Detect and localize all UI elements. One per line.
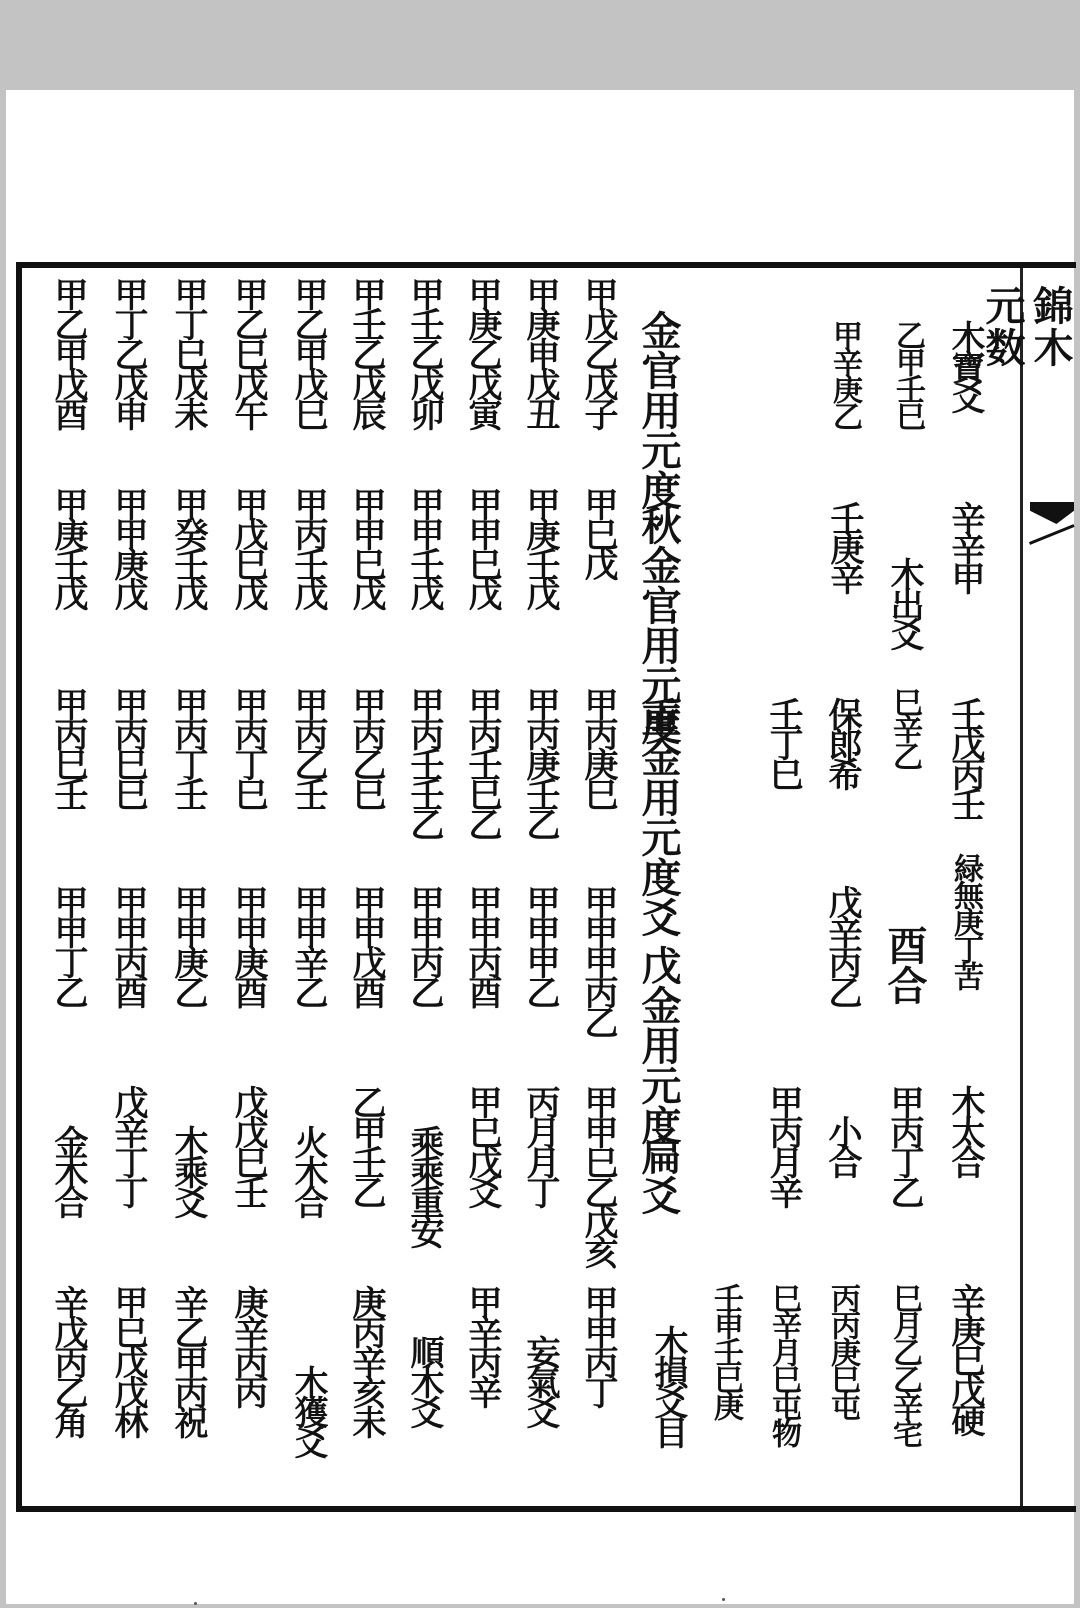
- text-column-g6: 辛庚巳戊硬: [945, 1283, 985, 1433]
- text-column-r5: 木乘爻: [168, 1125, 208, 1215]
- text-column-r5: 扁爻: [635, 1135, 682, 1215]
- text-column-r6: 庚丙辛亥未: [346, 1285, 386, 1435]
- text-column-r2: 甲庚壬戊: [48, 487, 88, 607]
- text-column-r2: 甲巳戊: [578, 487, 618, 577]
- text-column-r2: 甲庚壬戊: [520, 487, 560, 607]
- text-column-g6: 巳辛月巳屯物: [766, 1283, 801, 1445]
- text-column-g5: 甲丙丁乙: [884, 1085, 924, 1205]
- text-column-r1: 甲乙巳戊午: [228, 277, 268, 427]
- text-column-g1: 甲辛庚乙: [827, 320, 862, 428]
- text-column-r1: 甲丁巳戊未: [168, 277, 208, 427]
- text-column-r3: 甲丙丁巳: [228, 687, 268, 807]
- text-column-g3: 壬丁巳: [763, 697, 803, 787]
- text-column-r4: 甲甲丁乙: [48, 885, 88, 1005]
- text-column-r4: 甲甲甲丙乙: [578, 885, 618, 1035]
- text-column-r1: 甲庚乙戊寅: [462, 277, 502, 427]
- text-column-g5: 小合: [822, 1115, 862, 1175]
- text-column-r2: 甲甲壬戊: [404, 487, 444, 607]
- text-column-r5: 金木合: [48, 1125, 88, 1215]
- text-column-r1: 甲乙甲戊巳: [288, 277, 328, 427]
- text-column-g2: 木出爻: [884, 557, 924, 647]
- text-column-r1: 甲壬乙戊辰: [346, 277, 386, 427]
- text-column-r6: 甲甲丙丁: [578, 1285, 618, 1405]
- text-column-g4: 戊辛丙乙: [822, 885, 862, 1005]
- text-column-r3: 甲丙乙巳: [346, 687, 386, 807]
- text-column-r6: 妄氣爻: [520, 1335, 560, 1425]
- text-column-g5: 木太合: [945, 1085, 985, 1175]
- text-column-g6: 壬申壬巳庚: [708, 1283, 743, 1418]
- ink-speck: [194, 1602, 197, 1605]
- text-column-r6: 木損爻目: [648, 1325, 688, 1445]
- text-column-r2: 甲甲庚戊: [108, 487, 148, 607]
- text-column-r3: 甲丙丁壬: [168, 687, 208, 807]
- text-column-r1: 金官用元度: [635, 310, 682, 510]
- text-column-r5: 乙甲壬乙: [346, 1085, 386, 1205]
- text-column-r2: 秋金官用元度: [635, 505, 682, 745]
- text-column-r4: 甲甲戊酉: [346, 885, 386, 1005]
- text-column-g2: 辛辛甲: [945, 501, 985, 591]
- text-column-r5: 火木合: [288, 1125, 328, 1215]
- text-column-r4: 甲甲辛乙: [288, 885, 328, 1005]
- text-column-g4: 酉合: [881, 925, 928, 1005]
- text-column-r5: 乘乘重安: [404, 1125, 444, 1245]
- text-column-r3: 甲丙壬巳乙: [462, 687, 502, 837]
- text-column-g6: 丙丙庚巳屯: [825, 1283, 860, 1418]
- text-column-r2: 甲甲巳戊: [462, 487, 502, 607]
- margin-title: 錦木元数: [979, 285, 1074, 369]
- text-column-r3: 甲丙壬壬乙: [404, 687, 444, 837]
- text-column-r1: 甲壬乙戊卯: [404, 277, 444, 427]
- text-column-r4: 甲甲庚酉: [228, 885, 268, 1005]
- text-column-r6: 辛乙甲丙祝: [168, 1285, 208, 1435]
- text-column-r6: 庚辛丙丙: [228, 1285, 268, 1405]
- text-column-r5: 甲甲巳乙戊亥: [578, 1085, 618, 1265]
- text-column-g2: 壬庚辛: [824, 501, 864, 591]
- text-column-r2: 甲丙壬戊: [288, 487, 328, 607]
- text-column-r5: 丙月月丁: [520, 1085, 560, 1205]
- text-column-g1: 乙甲壬巳: [890, 320, 925, 428]
- text-column-g3: 保郎希: [822, 697, 862, 787]
- text-column-r4: 戊金用元度: [635, 945, 682, 1145]
- text-column-r3: 甲丙庚巳: [578, 687, 618, 807]
- text-column-r4: 甲甲丙酉: [462, 885, 502, 1005]
- text-column-r3: 重金用元度爻: [635, 697, 682, 937]
- text-column-r6: 順木爻: [404, 1335, 444, 1425]
- text-column-r4: 甲甲丙酉: [108, 885, 148, 1005]
- text-column-g5: 甲丙月辛: [763, 1085, 803, 1205]
- margin-rule: [1020, 268, 1023, 1506]
- text-column-r4: 甲甲庚乙: [168, 885, 208, 1005]
- text-column-r6: 甲巳戊戊林: [108, 1285, 148, 1435]
- ink-speck: [722, 1598, 725, 1601]
- text-column-r5: 甲巳戊爻: [462, 1085, 502, 1205]
- text-column-r3: 甲丙庚壬乙: [520, 687, 560, 837]
- text-column-r2: 甲甲巳戊: [346, 487, 386, 607]
- text-column-r3: 甲丙巳壬: [48, 687, 88, 807]
- text-column-g4: 緑無庚丁苦: [948, 853, 983, 988]
- text-column-r1: 甲乙甲戊酉: [48, 277, 88, 427]
- text-column-g3: 壬戊丙壬: [945, 697, 985, 817]
- text-column-g1: 木寶爻: [945, 320, 985, 410]
- text-column-r1: 甲丁乙戊申: [108, 277, 148, 427]
- book-page: [6, 90, 1074, 1604]
- text-column-r4: 甲甲丙乙: [404, 885, 444, 1005]
- text-column-r4: 甲甲甲乙: [520, 885, 560, 1005]
- text-column-r3: 甲丙乙壬: [288, 687, 328, 807]
- text-column-r1: 甲庚申戊丑: [520, 277, 560, 427]
- text-column-r6: 木獲爻: [288, 1365, 328, 1455]
- text-column-r6: 辛戊丙乙角: [48, 1285, 88, 1435]
- text-column-r5: 戊戊巳壬: [228, 1085, 268, 1205]
- text-column-r3: 甲丙巳巳: [108, 687, 148, 807]
- text-column-r2: 甲癸壬戊: [168, 487, 208, 607]
- text-column-r1: 甲戊乙戊子: [578, 277, 618, 427]
- text-column-g6: 巳月乙乙辛宅: [887, 1283, 922, 1445]
- text-column-r6: 甲辛丙辛: [462, 1285, 502, 1405]
- text-column-g3: 巳辛乙: [887, 687, 922, 768]
- text-column-r5: 戊辛丁丁: [108, 1085, 148, 1205]
- text-column-r2: 甲戊巳戊: [228, 487, 268, 607]
